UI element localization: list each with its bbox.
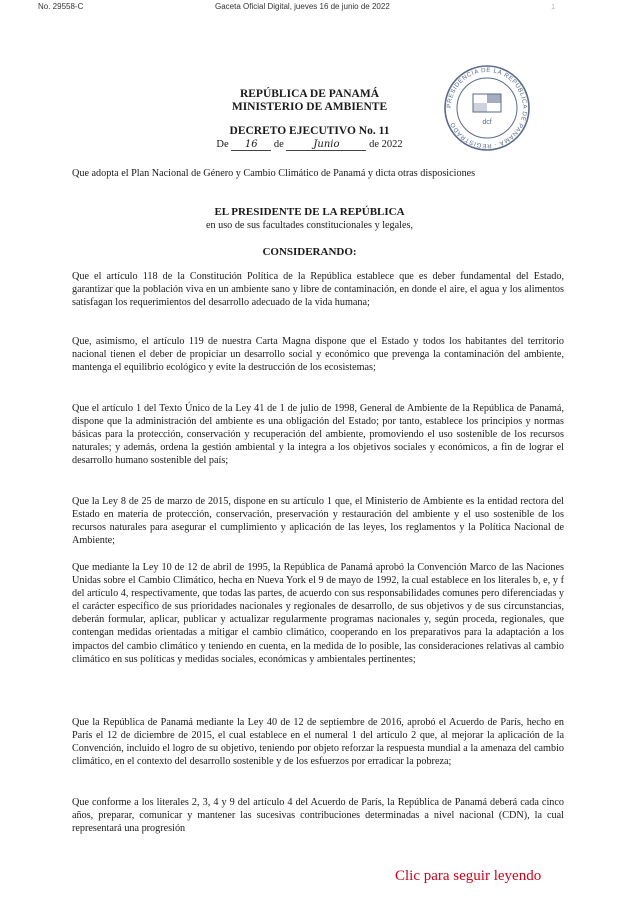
- considerando-heading: CONSIDERANDO:: [262, 246, 357, 258]
- decree-title: DECRETO EJECUTIVO No. 11: [229, 125, 390, 137]
- decree-date: [0, 139, 619, 151]
- seal-code: dcf: [482, 119, 492, 126]
- paragraph-5: Que mediante la Ley 10 de 12 de abril de 1995, la República de Panamá aprobó la Convención Marco de las Naciones Unidas sobre el Cambio Climático, hecha en Nueva York el 9 de mayo de 1992, la cual establece en los literales b, e, y f del artículo 4, respectivamente, que todas las partes, de acuerdo con sus responsabilidades comunes pero diferenciadas y el carácter específico de sus prioridades nacionales y regionales de desarrollo, de sus objetivos y de sus circunstancias, deberán formular, aplicar, publicar y actualizar regularmente programas nacionales y, según proceda, regionales, que contengan medidas orientadas a mitigar el cambio climático, cooperando en los preparativos para la adaptación a los impactos del cambio climático y teniendo en cuenta, en la medida de lo posible, las consideraciones relativas al cambio climático en sus políticas y medidas sociales, económicas y ambientales pertinentes;: [72, 562, 564, 665]
- page-header: [0, 2, 619, 16]
- paragraph-4: Que la Ley 8 de 25 de marzo de 2015, dispone en su artículo 1 que, el Ministerio de Ambiente es la entidad rectora del Estado en materia de protección, conservación, preservación y restauración del ambiente y el uso sostenible de los recursos naturales para asegurar el cumplimiento y aplicación de las leyes, los reglamentos y la Política Nacional de Ambiente;: [72, 496, 564, 547]
- continue-reading-link[interactable]: Clic para seguir leyendo: [395, 868, 542, 884]
- date-day: 16: [231, 139, 271, 151]
- paragraph-6: Que la República de Panamá mediante la Ley 40 de 12 de septiembre de 2016, aprobó el Acuerdo de París, hecho en París el 12 de diciembre de 2015, el cual establece en el numeral 1 del artículo 2 que, al mejorar la aplicación de la Convención, incluido el logro de su objetivo, teniendo por objeto reforzar la respuesta mundial a la amenaza del cambio climático, en el contexto del desarrollo sostenible y de los esfuerzos por erradicar la pobreza;: [72, 717, 564, 768]
- paragraph-1: Que el artículo 118 de la Constitución Política de la República establece que es deber fundamental del Estado, garantizar que la población viva en un ambiente sano y libre de contaminación, en donde el aire, el agua y los alimentos satisfagan los requerimientos del desarrollo adecuado de la vida humana;: [72, 271, 564, 309]
- paragraph-2: Que, asimismo, el artículo 119 de nuestra Carta Magna dispone que el Estado y todos los habitantes del territorio nacional tienen el deber de propiciar un desarrollo social y económico que prevenga la contaminación del ambiente, mantenga el equilibrio ecológico y evite la destrucción de los ecosistemas;: [72, 336, 564, 374]
- decree-subject: Que adopta el Plan Nacional de Género y Cambio Climático de Panamá y dicta otras disposiciones: [72, 168, 476, 179]
- paragraph-3: Que el artículo 1 del Texto Único de la Ley 41 de 1 de julio de 1998, General de Ambiente de la República de Panamá, dispone que la administración del ambiente es una obligación del Estado; por tanto, establece los principios y normas básicas para la protección, conservación y recuperación del ambiente, promoviendo el uso sostenible de los recursos naturales; y además, ordena la gestión ambiental y la integra a los objetivos sociales y económicos, a fin de lograr el desarrollo humano sostenible del país;: [72, 403, 564, 467]
- date-suffix: de 2022: [369, 139, 403, 150]
- corner-mark: 1: [551, 4, 555, 11]
- president-title: EL PRESIDENTE DE LA REPÚBLICA: [214, 206, 405, 218]
- paragraph-7: Que conforme a los literales 2, 3, 4 y 9 del artículo 4 del Acuerdo de París, la República de Panamá deberá cada cinco años, preparar, comunicar y mantener las sucesivas contribuciones determinadas a nivel nacional (CDN), la cual representará una progresión: [72, 797, 564, 835]
- country-heading: REPÚBLICA DE PANAMÁ: [239, 88, 380, 100]
- date-prefix: De: [216, 139, 229, 150]
- date-mid: de: [273, 139, 284, 150]
- gazette-header: Gaceta Oficial Digital, jueves 16 de junio de 2022: [215, 2, 390, 11]
- ministry-heading: MINISTERIO DE AMBIENTE: [231, 101, 388, 113]
- date-month: Junio: [286, 139, 366, 151]
- issuer-heading: [0, 88, 619, 114]
- president-powers: en uso de sus facultades constitucionales y legales,: [205, 220, 414, 231]
- doc-number: No. 29558-C: [38, 2, 84, 11]
- seal-text: PRESIDENCIA DE LA REPÚBLICA DE PANAMÁ · REGISTRADO: [445, 66, 529, 150]
